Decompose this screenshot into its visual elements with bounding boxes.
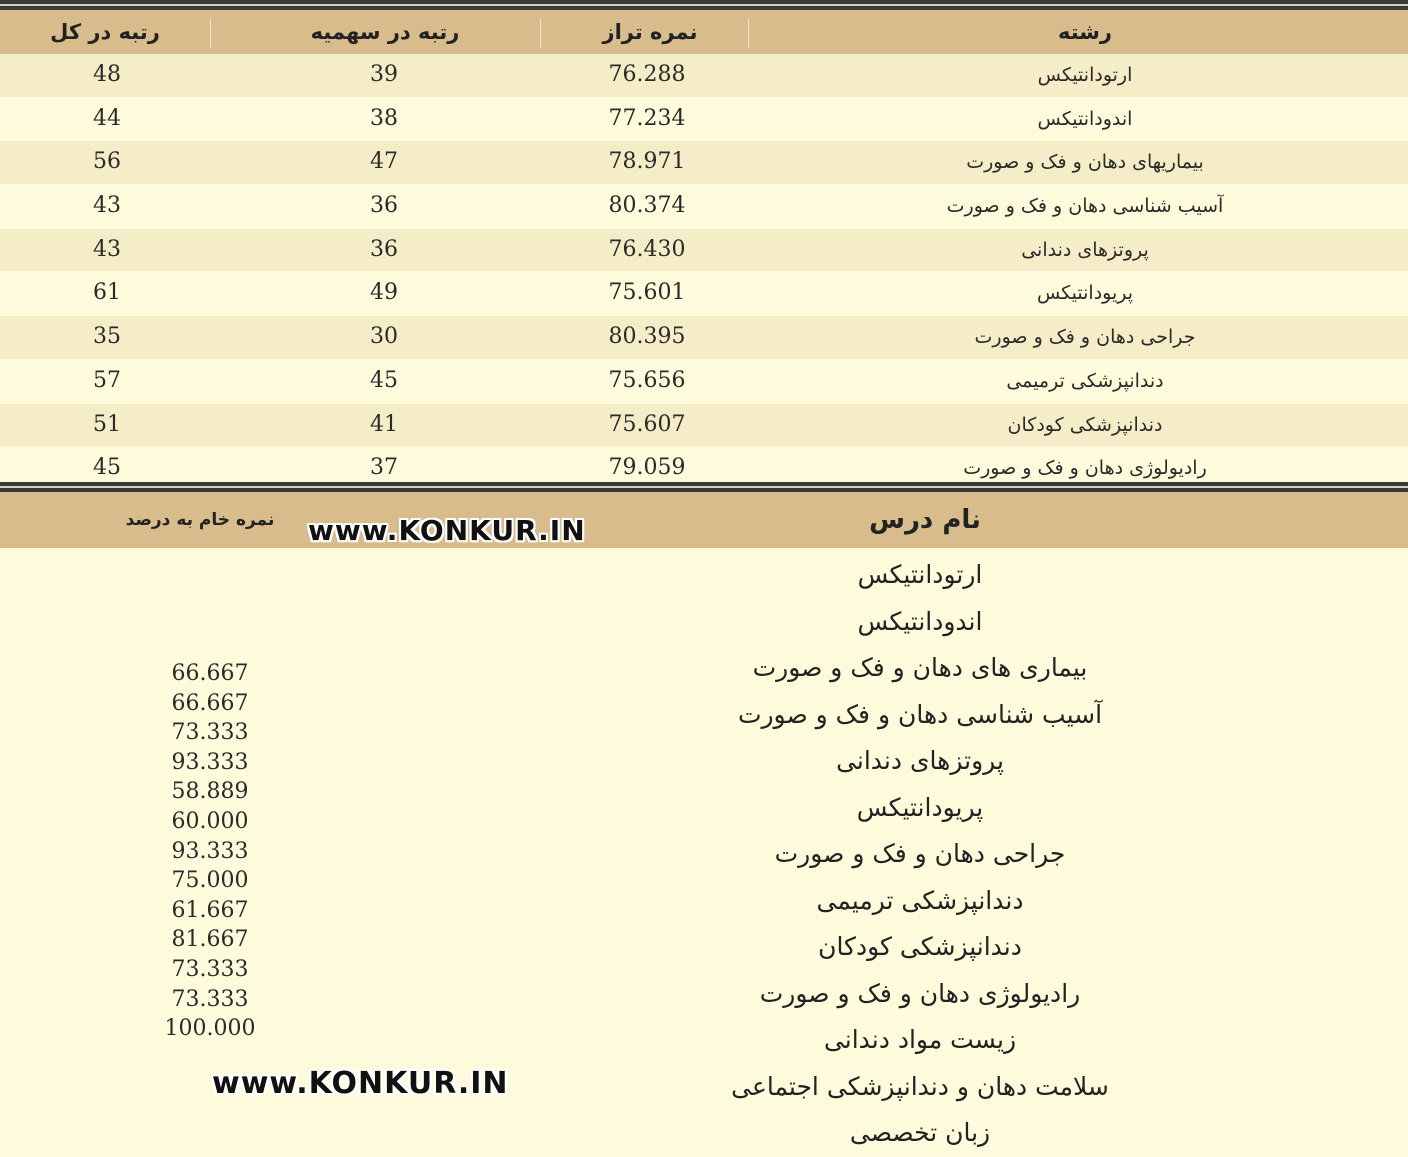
list-item: 100.000 bbox=[164, 1016, 256, 1042]
row-field: رادیولوژی دهان و فک و صورت bbox=[963, 457, 1207, 480]
row-rank-quota: 45 bbox=[370, 367, 398, 393]
row-rank-quota: 47 bbox=[370, 149, 398, 175]
row-rank-total: 48 bbox=[93, 62, 121, 87]
row-rank-quota: 36 bbox=[370, 193, 398, 219]
row-score: 76.430 bbox=[608, 236, 686, 262]
row-score: 75.601 bbox=[608, 280, 686, 306]
row-score: 75.656 bbox=[608, 367, 686, 393]
course-name-list bbox=[620, 552, 1220, 1157]
row-rank-quota: 49 bbox=[370, 280, 398, 306]
list-item: دندانپزشکی کودکان bbox=[818, 932, 1022, 961]
table-row bbox=[0, 272, 1408, 316]
list-item: 60.000 bbox=[171, 808, 249, 834]
row-field: جراحی دهان و فک و صورت bbox=[974, 326, 1196, 349]
header-rank-total: رتبه در کل bbox=[50, 20, 160, 44]
list-item: جراحی دهان و فک و صورت bbox=[774, 839, 1066, 868]
list-item: 93.333 bbox=[171, 838, 249, 864]
list-item: ارتودانتیکس bbox=[857, 560, 983, 589]
course-table-header bbox=[0, 492, 1408, 548]
list-item: 75.000 bbox=[171, 868, 249, 894]
ranking-table-header bbox=[0, 10, 1408, 54]
row-field: اندودانتیکس bbox=[1037, 107, 1133, 130]
table-row bbox=[0, 98, 1408, 142]
section-divider bbox=[0, 482, 1408, 492]
list-item: 81.667 bbox=[171, 927, 249, 953]
list-item: پروتزهای دندانی bbox=[836, 746, 1004, 775]
header-course-name: نام درس bbox=[869, 505, 981, 535]
list-item: اندودانتیکس bbox=[857, 606, 983, 636]
row-rank-total: 61 bbox=[93, 280, 121, 306]
row-field: ارتودانتیکس bbox=[1037, 64, 1133, 86]
list-item: سلامت دهان و دندانپزشکی اجتماعی bbox=[731, 1071, 1109, 1101]
row-field: دندانپزشکی ترمیمی bbox=[1006, 369, 1164, 392]
row-score: 77.234 bbox=[608, 105, 686, 131]
watermark-text: www.KONKUR.IN bbox=[308, 514, 586, 547]
header-divider bbox=[748, 18, 749, 48]
table-row bbox=[0, 185, 1408, 229]
table-row bbox=[0, 316, 1408, 360]
list-item: 66.667 bbox=[171, 661, 249, 686]
list-item: 58.889 bbox=[171, 779, 249, 805]
header-rank-quota: رتبه در سهمیه bbox=[310, 20, 460, 44]
table-row bbox=[0, 229, 1408, 273]
row-rank-total: 43 bbox=[93, 193, 121, 219]
row-rank-total: 51 bbox=[93, 411, 121, 437]
row-field: پروتزهای دندانی bbox=[1021, 238, 1149, 261]
row-score: 80.395 bbox=[608, 324, 686, 350]
header-field: رشته bbox=[1057, 20, 1113, 44]
list-item: 73.333 bbox=[171, 956, 249, 982]
top-border bbox=[0, 0, 1408, 10]
table-row bbox=[0, 404, 1408, 448]
header-score: نمره تراز bbox=[602, 20, 698, 44]
list-item: آسیب شناسی دهان و فک و صورت bbox=[737, 699, 1103, 729]
row-score: 76.288 bbox=[608, 62, 686, 87]
row-field: پریودانتیکس bbox=[1036, 282, 1134, 305]
row-rank-total: 56 bbox=[93, 149, 121, 175]
row-rank-total: 35 bbox=[93, 324, 121, 350]
row-rank-total: 44 bbox=[93, 105, 121, 131]
row-rank-quota: 37 bbox=[370, 455, 398, 481]
list-item: دندانپزشکی ترمیمی bbox=[816, 885, 1024, 915]
row-rank-quota: 39 bbox=[370, 62, 398, 87]
watermark-text: www.KONKUR.IN bbox=[212, 1066, 509, 1101]
raw-score-list bbox=[140, 659, 280, 1044]
ranking-table-body bbox=[0, 54, 1408, 491]
row-rank-quota: 41 bbox=[370, 411, 398, 437]
row-field: بیماریهای دهان و فک و صورت bbox=[966, 151, 1204, 174]
row-rank-quota: 30 bbox=[370, 324, 398, 350]
row-score: 80.374 bbox=[608, 193, 686, 219]
list-item: زبان تخصصی bbox=[849, 1118, 991, 1147]
list-item: رادیولوژی دهان و فک و صورت bbox=[759, 978, 1081, 1008]
list-item: پریودانتیکس bbox=[856, 792, 984, 822]
list-item: زیست مواد دندانی bbox=[823, 1025, 1017, 1054]
row-rank-total: 57 bbox=[93, 367, 121, 393]
header-raw-score: نمره خام به درصد bbox=[125, 510, 275, 530]
header-divider bbox=[540, 18, 541, 48]
row-field: دندانپزشکی کودکان bbox=[1007, 413, 1163, 436]
list-item: بیماری های دهان و فک و صورت bbox=[752, 653, 1088, 682]
row-score: 75.607 bbox=[608, 411, 686, 437]
table-row bbox=[0, 54, 1408, 98]
table-row bbox=[0, 360, 1408, 404]
header-divider bbox=[210, 18, 211, 48]
list-item: 73.333 bbox=[171, 986, 249, 1012]
table-row bbox=[0, 141, 1408, 185]
row-rank-total: 43 bbox=[93, 236, 121, 262]
list-item: 93.333 bbox=[171, 749, 249, 775]
list-item: 73.333 bbox=[171, 720, 249, 746]
list-item: 66.667 bbox=[171, 690, 249, 716]
row-rank-total: 45 bbox=[93, 455, 121, 481]
row-score: 79.059 bbox=[608, 455, 686, 481]
row-score: 78.971 bbox=[608, 149, 686, 175]
row-rank-quota: 38 bbox=[370, 105, 398, 131]
row-field: آسیب شناسی دهان و فک و صورت bbox=[946, 195, 1224, 218]
row-rank-quota: 36 bbox=[370, 236, 398, 262]
list-item: 61.667 bbox=[171, 897, 249, 923]
